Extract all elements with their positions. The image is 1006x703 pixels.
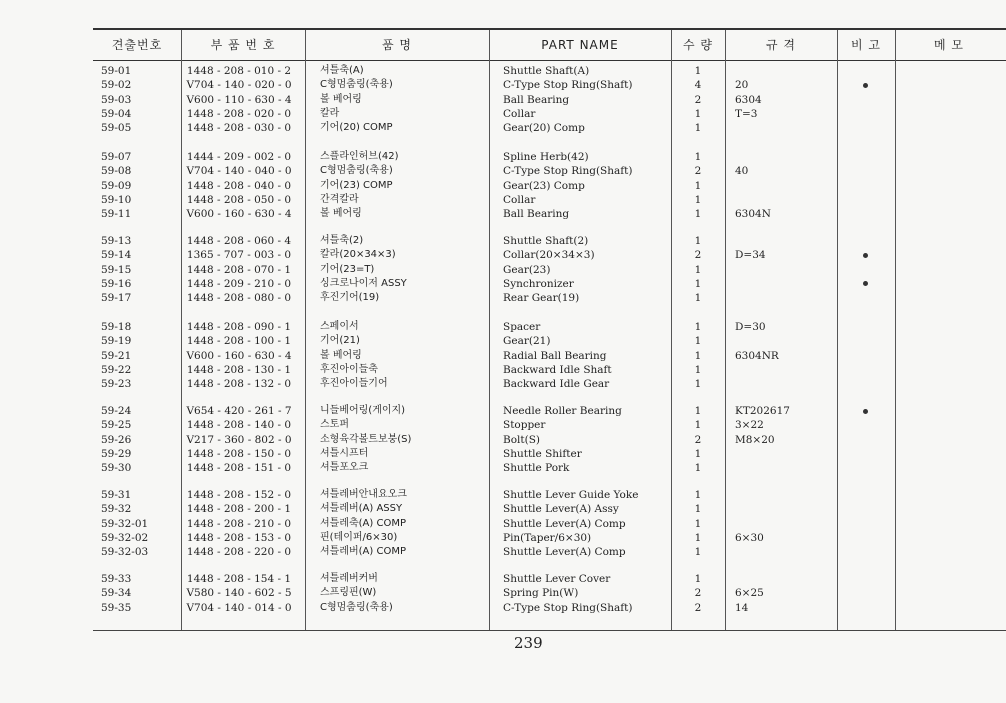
part-number-cell: 1448 - 208 - 060 - 4 [186,235,292,247]
spec-cell: M8×20 [735,433,775,446]
note-bullet-icon [863,253,868,258]
part-number-cell: 1448 - 208 - 090 - 1 [186,321,292,333]
header-part-name: PART NAME [541,38,619,52]
table-row [93,586,1006,600]
part-id-cell: 59-32-01 [101,517,149,530]
part-id-cell: 59-15 [101,263,132,276]
spec-cell: 6×25 [735,587,764,600]
part-number-cell: 1448 - 208 - 154 - 1 [186,573,292,585]
table-row [93,404,1006,418]
part-name-cell: Collar(20×34×3) [503,249,595,262]
table-row [93,164,1006,178]
table-row [93,263,1006,277]
quantity-cell: 1 [694,321,702,333]
spec-cell: D=34 [735,249,766,262]
table-row [93,107,1006,121]
header-note: 비 고 [851,38,881,52]
quantity-cell: 1 [694,489,702,501]
part-id-cell: 59-16 [101,277,132,290]
quantity-cell: 2 [694,433,702,446]
quantity-cell: 2 [694,165,702,178]
part-id-cell: 59-07 [101,151,132,163]
part-name-cell: Stopper [503,419,546,432]
part-id-cell: 59-14 [101,249,132,262]
korean-name-cell: 셔틀레버커버 [320,573,378,584]
part-id-cell: 59-18 [101,321,132,333]
part-id-cell: 59-32-02 [101,531,149,544]
spec-cell: 3×22 [735,419,764,432]
part-id-cell: 59-32-03 [101,546,149,559]
table-row [93,363,1006,377]
part-number-cell: 1448 - 208 - 030 - 0 [186,122,292,135]
table-row [93,150,1006,164]
quantity-cell: 1 [694,151,702,163]
header-spec: 규 격 [766,38,796,52]
quantity-cell: 2 [694,93,702,106]
part-name-cell: Shuttle Pork [503,462,570,475]
quantity-cell: 1 [694,193,702,206]
note-cell [845,277,885,291]
header-no: 견출번호 [111,38,163,52]
part-name-cell: Shuttle Lever(A) Assy [503,503,619,516]
quantity-cell: 1 [694,363,702,376]
part-name-cell: Collar [503,107,536,120]
part-id-cell: 59-30 [101,462,132,475]
part-id-cell: 59-13 [101,235,132,247]
korean-name-cell: 볼 베어링 [320,349,362,361]
part-number-cell: 1448 - 208 - 020 - 0 [186,107,292,120]
korean-name-cell: 소형육각볼트보붕(S) [320,433,412,445]
korean-name-cell: 기어(23=T) [320,263,375,275]
spec-cell: 6304N [735,208,771,221]
part-number-cell: 1448 - 209 - 210 - 0 [186,277,292,290]
table-row [93,179,1006,193]
korean-name-cell: 후진기어(19) [320,292,380,304]
part-number-cell: 1448 - 208 - 140 - 0 [186,419,292,432]
part-number-cell: V217 - 360 - 802 - 0 [186,433,292,446]
quantity-cell: 2 [694,587,702,600]
korean-name-cell: 기어(21) [320,335,360,347]
korean-name-cell: 핀(테이퍼/6×30) [320,531,398,543]
table-row [93,601,1006,615]
quantity-cell: 1 [694,503,702,516]
korean-name-cell: 볼 베어링 [320,93,362,105]
part-name-cell: Gear(23) Comp [503,179,585,192]
part-number-cell: 1448 - 208 - 132 - 0 [186,378,292,391]
quantity-cell: 1 [694,292,702,305]
part-number-cell: V704 - 140 - 014 - 0 [186,601,292,614]
korean-name-cell: 칼라 [320,107,340,119]
part-name-cell: Gear(21) [503,335,551,348]
quantity-cell: 1 [694,179,702,192]
table-row [93,248,1006,262]
part-id-cell: 59-24 [101,405,132,417]
part-number-cell: 1448 - 208 - 153 - 0 [186,531,292,544]
korean-name-cell: 스프링핀(W) [320,587,377,599]
part-name-cell: Shuttle Lever Guide Yoke [503,489,639,501]
quantity-cell: 1 [694,405,702,417]
table-row [93,78,1006,92]
quantity-cell: 1 [694,349,702,362]
note-bullet-icon [863,281,868,286]
part-id-cell: 59-08 [101,165,132,178]
header-qty: 수 량 [683,38,713,52]
table-row [93,377,1006,391]
part-name-cell: Ball Bearing [503,208,570,221]
note-cell [845,404,885,418]
quantity-cell: 4 [694,79,702,92]
part-number-cell: 1448 - 208 - 070 - 1 [186,263,292,276]
korean-name-cell: 기어(20) COMP [320,122,393,134]
part-number-cell: V600 - 110 - 630 - 4 [186,93,292,106]
note-cell [845,78,885,92]
korean-name-cell: 셔틀시프터 [320,447,369,459]
part-name-cell: Shuttle Shaft(A) [503,65,590,77]
part-number-cell: 1448 - 208 - 220 - 0 [186,546,292,559]
korean-name-cell: 칼라(20×34×3) [320,249,396,261]
part-number-cell: 1448 - 208 - 152 - 0 [186,489,292,501]
part-id-cell: 59-34 [101,587,132,600]
part-number-cell: 1448 - 208 - 130 - 1 [186,363,292,376]
quantity-cell: 2 [694,601,702,614]
part-name-cell: Shuttle Shifter [503,447,582,460]
part-number-cell: 1448 - 208 - 100 - 1 [186,335,292,348]
table-row [93,447,1006,461]
note-bullet-icon [863,83,868,88]
quantity-cell: 2 [694,249,702,262]
korean-name-cell: 싱크로나이저 ASSY [320,277,407,289]
table-row [93,277,1006,291]
part-id-cell: 59-31 [101,489,132,501]
spec-cell: 14 [735,601,749,614]
korean-name-cell: 기어(23) COMP [320,179,393,191]
part-id-cell: 59-35 [101,601,132,614]
part-id-cell: 59-11 [101,208,132,221]
korean-name-cell: C형멈춤링(축용) [320,79,393,91]
part-number-cell: 1444 - 209 - 002 - 0 [186,151,292,163]
part-id-cell: 59-29 [101,447,132,460]
part-name-cell: Backward Idle Gear [503,378,610,391]
note-bullet-icon [863,409,868,414]
part-id-cell: 59-04 [101,107,132,120]
part-number-cell: 1448 - 208 - 010 - 2 [186,65,292,77]
part-name-cell: Shuttle Lever(A) Comp [503,517,626,530]
note-cell [845,248,885,262]
part-id-cell: 59-03 [101,93,132,106]
korean-name-cell: 니들베어링(게이지) [320,405,406,416]
korean-name-cell: 스플라인허브(42) [320,151,399,162]
part-name-cell: C-Type Stop Ring(Shaft) [503,601,633,614]
table-row [93,349,1006,363]
part-number-cell: 1448 - 208 - 050 - 0 [186,193,292,206]
part-number-cell: V654 - 420 - 261 - 7 [186,405,292,417]
quantity-cell: 1 [694,122,702,135]
part-number-cell: 1448 - 208 - 210 - 0 [186,517,292,530]
part-id-cell: 59-32 [101,503,132,516]
part-id-cell: 59-17 [101,292,132,305]
korean-name-cell: 스토퍼 [320,419,349,431]
part-id-cell: 59-05 [101,122,132,135]
quantity-cell: 1 [694,447,702,460]
korean-name-cell: 간격칼라 [320,193,359,205]
part-name-cell: Collar [503,193,536,206]
part-name-cell: Rear Gear(19) [503,292,580,305]
korean-name-cell: 셔틀레버안내요오크 [320,489,407,500]
part-id-cell: 59-26 [101,433,132,446]
part-name-cell: Shuttle Shaft(2) [503,235,589,247]
table-row [93,488,1006,502]
table-row [93,93,1006,107]
part-name-cell: Spacer [503,321,541,333]
part-name-cell: C-Type Stop Ring(Shaft) [503,79,633,92]
quantity-cell: 1 [694,546,702,559]
quantity-cell: 1 [694,531,702,544]
table-row [93,291,1006,305]
spec-cell: D=30 [735,321,766,333]
part-number-cell: 1448 - 208 - 151 - 0 [186,462,292,475]
part-number-cell: V580 - 140 - 602 - 5 [186,587,292,600]
header-memo: 메 모 [934,38,964,52]
part-number-cell: V704 - 140 - 040 - 0 [186,165,292,178]
part-id-cell: 59-19 [101,335,132,348]
part-name-cell: C-Type Stop Ring(Shaft) [503,165,633,178]
table-row [93,234,1006,248]
quantity-cell: 1 [694,235,702,247]
parts-table [93,28,1006,631]
spec-cell: 6304 [735,93,762,106]
korean-name-cell: 셔틀포오크 [320,462,369,474]
part-name-cell: Pin(Taper/6×30) [503,531,592,544]
spec-cell: 6×30 [735,531,764,544]
table-header [93,30,1006,61]
header-korean-name: 품 명 [382,38,412,52]
part-number-cell: 1365 - 707 - 003 - 0 [186,249,292,262]
korean-name-cell: C형멈춤링(축용) [320,601,393,613]
korean-name-cell: 셔틀레축(A) COMP [320,517,406,529]
quantity-cell: 1 [694,208,702,221]
part-name-cell: Backward Idle Shaft [503,363,612,376]
part-name-cell: Ball Bearing [503,93,570,106]
part-name-cell: Spline Herb(42) [503,151,589,163]
korean-name-cell: C형멈춤링(축용) [320,165,393,177]
part-id-cell: 59-22 [101,363,132,376]
part-number-cell: V704 - 140 - 020 - 0 [186,79,292,92]
table-row [93,334,1006,348]
table-row [93,572,1006,586]
part-id-cell: 59-09 [101,179,132,192]
part-id-cell: 59-02 [101,79,132,92]
korean-name-cell: 볼 베어링 [320,208,362,220]
part-number-cell: 1448 - 208 - 040 - 0 [186,179,292,192]
page-number: 239 [514,634,543,652]
table-row [93,418,1006,432]
spec-cell: 20 [735,79,749,92]
korean-name-cell: 후진아이들기어 [320,378,388,390]
quantity-cell: 1 [694,419,702,432]
part-number-cell: V600 - 160 - 630 - 4 [186,208,292,221]
korean-name-cell: 셔틀레버(A) COMP [320,546,406,558]
korean-name-cell: 후진아이들축 [320,363,378,375]
korean-name-cell: 스페이서 [320,321,359,332]
part-number-cell: 1448 - 208 - 080 - 0 [186,292,292,305]
table-row [93,545,1006,559]
part-name-cell: Radial Ball Bearing [503,349,607,362]
table-row [93,531,1006,545]
part-name-cell: Shuttle Lever(A) Comp [503,546,626,559]
part-id-cell: 59-21 [101,349,132,362]
part-id-cell: 59-10 [101,193,132,206]
part-name-cell: Synchronizer [503,277,574,290]
part-name-cell: Gear(23) [503,263,551,276]
korean-name-cell: 셔틀축(A) [320,65,364,76]
header-part-number: 부 품 번 호 [210,38,276,52]
quantity-cell: 1 [694,517,702,530]
table-row [93,121,1006,135]
part-name-cell: Shuttle Lever Cover [503,573,611,585]
part-name-cell: Bolt(S) [503,433,541,446]
table-row [93,320,1006,334]
spec-cell: 40 [735,165,749,178]
quantity-cell: 1 [694,573,702,585]
table-row [93,461,1006,475]
table-row [93,502,1006,516]
part-name-cell: Needle Roller Bearing [503,405,622,417]
table-row [93,193,1006,207]
korean-name-cell: 셔틀축(2) [320,235,364,246]
quantity-cell: 1 [694,378,702,391]
table-row [93,207,1006,221]
part-id-cell: 59-33 [101,573,132,585]
part-number-cell: 1448 - 208 - 150 - 0 [186,447,292,460]
quantity-cell: 1 [694,335,702,348]
part-number-cell: V600 - 160 - 630 - 4 [186,349,292,362]
part-name-cell: Spring Pin(W) [503,587,579,600]
table-row [93,517,1006,531]
part-id-cell: 59-25 [101,419,132,432]
spec-cell: T=3 [735,107,758,120]
part-name-cell: Gear(20) Comp [503,122,585,135]
quantity-cell: 1 [694,263,702,276]
quantity-cell: 1 [694,65,702,77]
spec-cell: 6304NR [735,349,779,362]
korean-name-cell: 셔틀레버(A) ASSY [320,503,403,515]
part-id-cell: 59-23 [101,378,132,391]
part-id-cell: 59-01 [101,65,132,77]
quantity-cell: 1 [694,462,702,475]
table-row [93,433,1006,447]
spec-cell: KT202617 [735,405,790,417]
table-row [93,64,1006,78]
quantity-cell: 1 [694,277,702,290]
part-number-cell: 1448 - 208 - 200 - 1 [186,503,292,516]
quantity-cell: 1 [694,107,702,120]
